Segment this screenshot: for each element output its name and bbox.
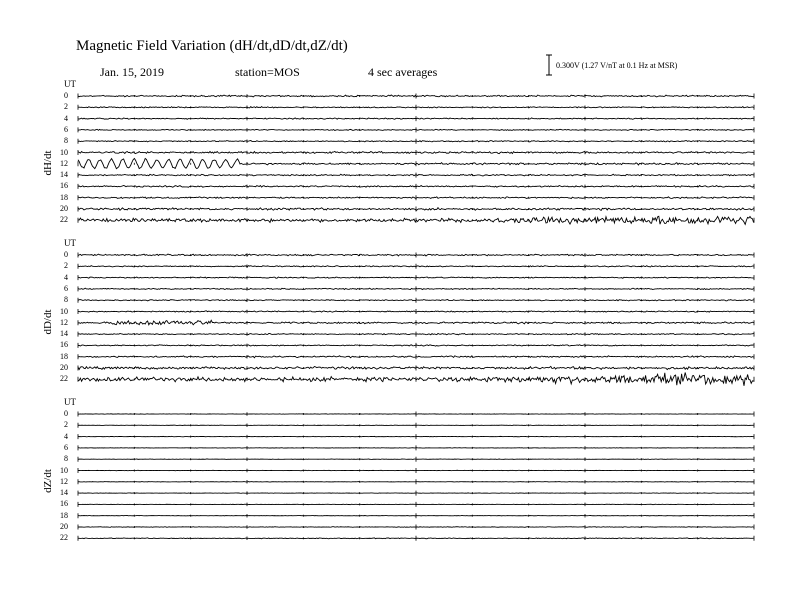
station-label: station=MOS (235, 65, 300, 79)
hour-tick-label: 18 (60, 510, 68, 520)
hour-tick-label: 16 (60, 181, 68, 191)
hour-tick-label: 0 (64, 91, 68, 100)
hour-tick-label: 12 (60, 158, 68, 168)
chart-title: Magnetic Field Variation (dH/dt,dD/dt,dZ/dt) (76, 38, 348, 54)
ut-label: UT (64, 238, 76, 248)
hour-tick-label: 10 (60, 465, 68, 475)
hour-tick-label: 22 (60, 374, 68, 384)
hour-tick-label: 22 (60, 533, 68, 543)
hour-tick-label: 4 (64, 431, 68, 441)
hour-tick-label: 8 (64, 136, 68, 146)
hour-tick-label: 0 (64, 409, 68, 418)
hour-tick-label: 4 (64, 113, 68, 123)
hour-tick-label: 14 (60, 329, 68, 339)
component-axis-label: dZ/dt (42, 468, 54, 493)
hour-tick-label: 0 (64, 250, 68, 259)
hour-tick-label: 6 (64, 124, 68, 134)
hour-tick-label: 8 (64, 295, 68, 305)
hour-tick-label: 10 (60, 306, 68, 316)
ut-label: UT (64, 397, 76, 407)
hour-tick-label: 4 (64, 272, 68, 282)
hour-tick-label: 2 (64, 420, 68, 430)
hour-tick-label: 2 (64, 261, 68, 271)
hour-tick-label: 20 (60, 522, 68, 531)
hour-tick-label: 22 (60, 215, 68, 225)
hour-tick-label: 18 (60, 351, 68, 361)
hour-tick-label: 14 (60, 170, 68, 180)
hour-tick-label: 12 (60, 476, 68, 486)
ut-label: UT (64, 79, 76, 89)
hour-tick-label: 10 (60, 147, 68, 157)
hour-tick-label: 16 (60, 499, 68, 509)
hour-tick-label: 12 (60, 317, 68, 327)
date-label: Jan. 15, 2019 (100, 65, 164, 79)
scale-bar-label: 0.300V (1.27 V/nT at 0.1 Hz at MSR) (556, 61, 678, 70)
hour-tick-label: 18 (60, 192, 68, 202)
hour-tick-label: 6 (64, 283, 68, 293)
component-axis-label: dD/dt (42, 309, 54, 335)
hour-tick-label: 8 (64, 454, 68, 464)
hour-tick-label: 20 (60, 204, 68, 213)
hour-tick-label: 14 (60, 488, 68, 498)
averaging-label: 4 sec averages (368, 65, 438, 79)
hour-tick-label: 16 (60, 340, 68, 350)
hour-tick-label: 6 (64, 442, 68, 452)
hour-tick-label: 2 (64, 102, 68, 112)
hour-tick-label: 20 (60, 363, 68, 372)
component-axis-label: dH/dt (42, 150, 54, 176)
